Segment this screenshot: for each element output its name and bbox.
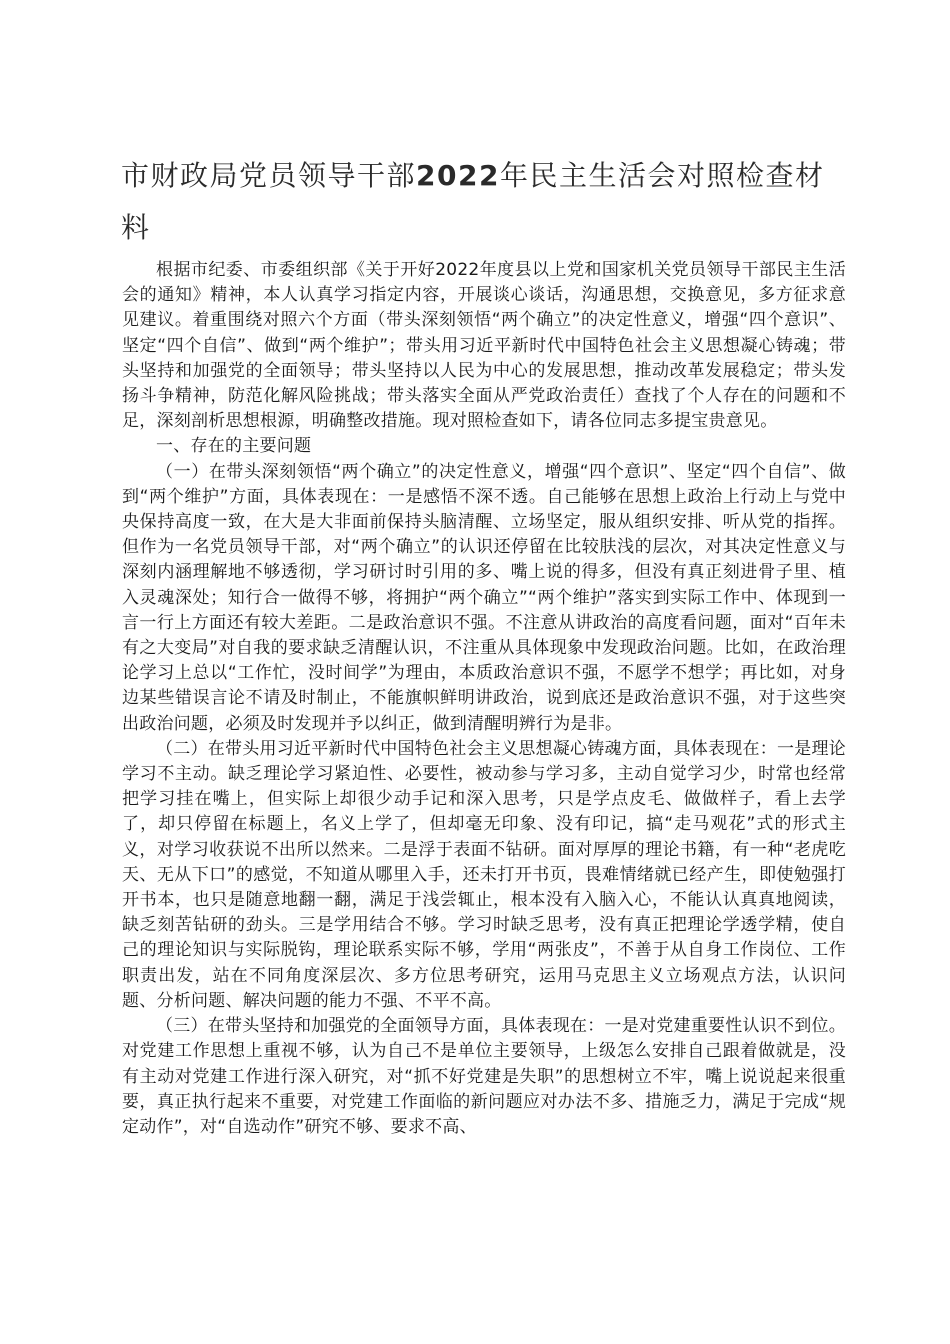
title-part1: 市财政局党员领导干部 (121, 159, 417, 192)
body-paragraph-1: （一）在带头深刻领悟“两个确立”的决定性意义，增强“四个意识”、坚定“四个自信”、做到“两个维护”方面，具体表现在：一是感悟不深不透。自己能够在思想上政治上行动上与党中央保持高度一致，在大是大非面前保持头脑清醒、立场坚定，服从组织安排、听从党的指挥。但作为一名党员领导干部，对“两个确立”的认识还停留在比较肤浅的层次，对其决定性意义与深刻内涵理解地不够透彻，学习研讨时引用的多、嘴上说的得多，但没有真正刻进骨子里、植入灵魂深处；知行合一做得不够，将拥护“两个确立”“两个维护”落实到实际工作中、体现到一言一行上方面还有较大差距。二是政治意识不强。不注意从讲政治的高度看问题，面对“百年未有之大变局”对自我的要求缺乏清醒认识，不注重从具体现象中发现政治问题。比如，在政治理论学习上总以“工作忙，没时间学”为理由，本质政治意识不强，不愿学不想学；再比如，对身边某些错误言论不请及时制止，不能旗帜鲜明讲政治，说到底还是政治意识不强，对于这些突出政治问题，必须及时发现并予以纠正，做到清醒明辨行为是非。 (122, 461, 846, 734)
body-paragraph-3: （三）在带头坚持和加强党的全面领导方面，具体表现在：一是对党建重要性认识不到位。对党建工作思想上重视不够，认为自己不是单位主要领导，上级怎么安排自己跟着做就是，没有主动对党建工作进行深入研究，对“抓不好党建是失职”的思想树立不牢，嘴上说说起来很重要，真正执行起来不重要，对党建工作面临的新问题应对办法不多、措施乏力，满足于完成“规定动作”，对“自选动作”研究不够、要求不高、 (122, 1016, 846, 1137)
document-body (122, 258, 846, 1140)
section-heading: 一、存在的主要问题 (156, 436, 312, 457)
document-title (121, 150, 841, 254)
title-year: 2022 (416, 159, 500, 192)
intro-paragraph: 根据市纪委、市委组织部《关于开好2022年度县以上党和国家机关党员领导干部民主生活会的通知》精神，本人认真学习指定内容，开展谈心谈话，沟通思想，交换意见，多方征求意见建议。着重围绕对照六个方面（带头深刻领悟“两个确立”的决定性意义，增强“四个意识”、坚定“四个自信”、做到“两个维护”；带头用习近平新时代中国特色社会主义思想凝心铸魂；带头坚持和加强党的全面领导；带头坚持以人民为中心的发展思想，推动改革发展稳定；带头发扬斗争精神，防范化解风险挑战；带头落实全面从严党政治责任）查找了个人存在的问题和不足，深刻剖析思想根源，明确整改措施。现对照检查如下，请各位同志多提宝贵意见。 (122, 260, 846, 432)
title-part2: 年民主生活会对照检查材料 (121, 159, 825, 244)
body-paragraph-2: （二）在带头用习近平新时代中国特色社会主义思想凝心铸魂方面，具体表现在：一是理论学习不主动。缺乏理论学习紧迫性、必要性，被动参与学习多，主动自觉学习少，时常也经常把学习挂在嘴上，但实际上却很少动手记和深入思考，只是学点皮毛、做做样子，看上去学了，却只停留在标题上，名义上学了，但却毫无印象、没有印记，搞“走马观花”式的形式主义，对学习收获说不出所以然来。二是浮于表面不钻研。面对厚厚的理论书籍，有一种“老虎吃天、无从下口”的感觉，不知道从哪里入手，还未打开书页，畏难情绪就已经产生，即使勉强打开书本，也只是随意地翻一翻，满足于浅尝辄止，根本没有入脑入心，不能认认真真地阅读，缺乏刻苦钻研的劲头。三是学用结合不够。学习时缺乏思考，没有真正把理论学透学精，使自己的理论知识与实际脱钩，理论联系实际不够，学用“两张皮”，不善于从自身工作岗位、工作职责出发，站在不同角度深层次、多方位思考研究，运用马克思主义立场观点方法，认识问题、分析问题、解决问题的能力不强、不平不高。 (122, 738, 846, 1011)
